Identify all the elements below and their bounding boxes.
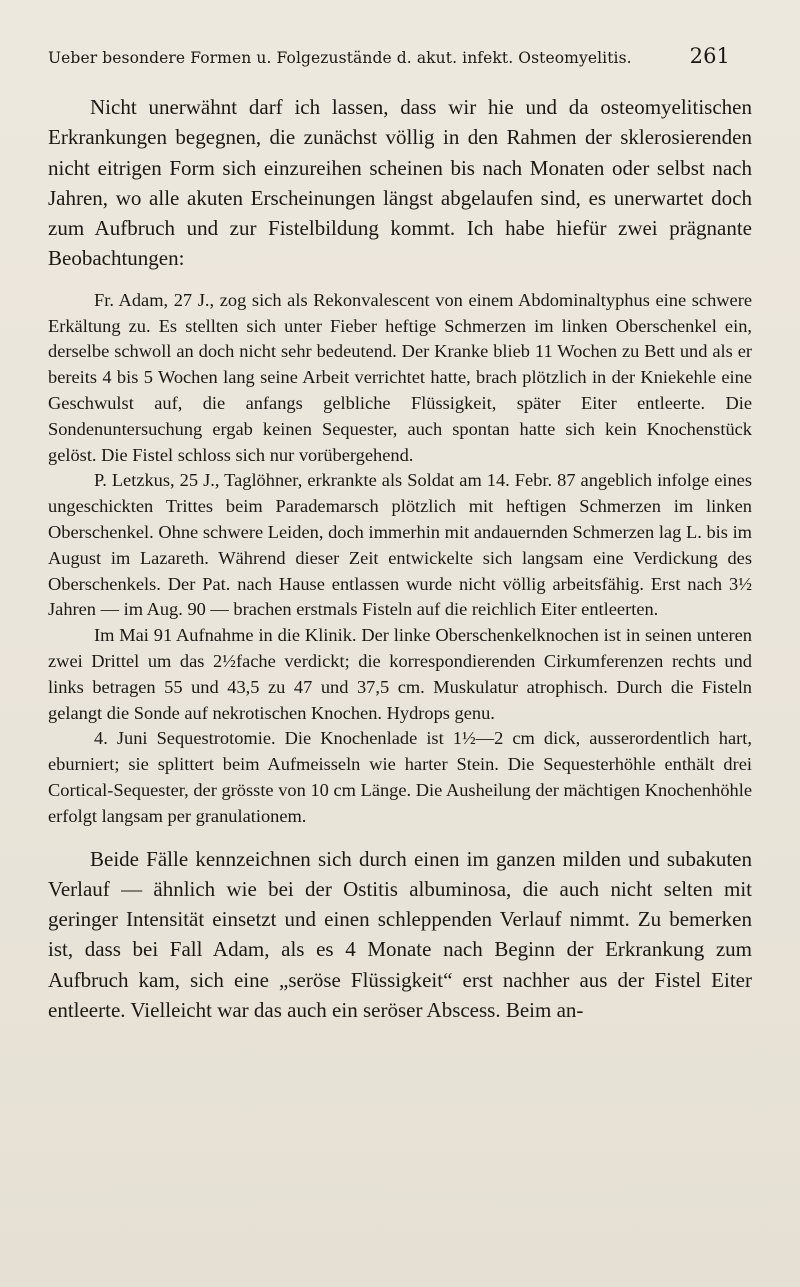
paragraph-discussion: Beide Fälle kennzeichnen sich durch einen im ganzen milden und subakuten Verlauf — ähnlich wie bei der Ostitis albuminosa, die auch nicht selten mit geringer Intensität einsetzt und einen schleppenden Verlauf nimmt. Zu bemerken ist, dass bei Fall Adam, als es 4 Monate nach Beginn der Erkrankung zum Aufbruch kam, sich eine „seröse Flüssigkeit“ erst nachher aus der Fistel Eiter entleerte. Vielleicht war das auch ein seröser Abscess. Beim an- — [48, 846, 752, 1022]
page-body — [48, 92, 752, 1025]
page-number: 261 — [689, 44, 730, 68]
paragraph-case-letzkus-admission: Im Mai 91 Aufnahme in die Klinik. Der linke Oberschenkelknochen ist in seinen unteren zwei Drittel um das 2½fache verdickt; die korrespondierenden Cirkumferenzen rechts und links betragen 55 und 43,5 zu 47 und 37,5 cm. Muskulatur atrophisch. Durch die Fisteln gelangt die Sonde auf nekrotischen Knochen. Hydrops genu. — [48, 625, 752, 723]
paragraph-case-letzkus: P. Letzkus, 25 J., Taglöhner, erkrankte als Soldat am 14. Febr. 87 angeblich infolge eines ungeschickten Trittes beim Parademarsch plötzlich mit heftigen Schmerzen im linken Oberschenkel. Ohne schwere Leiden, doch immerhin mit andauernden Schmerzen lag L. bis im August im Lazareth. Während dieser Zeit entwickelte sich langsam eine Verdickung des Oberschenkels. Der Pat. nach Hause entlassen wurde nicht völlig arbeitsfähig. Erst nach 3½ Jahren — im Aug. 90 — brachen erstmals Fisteln auf die reichlich Eiter entleerten. — [48, 470, 752, 620]
running-title: Ueber besondere Formen u. Folgezustände d. akut. infekt. Osteomyelitis. — [48, 49, 632, 67]
paragraph-case-letzkus-surgery: 4. Juni Sequestrotomie. Die Knochenlade ist 1½—2 cm dick, ausserordentlich hart, eburniert; sie splittert beim Aufmeisseln wie harter Stein. Die Sequesterhöhle enthält drei Cortical-Sequester, der grösste von 10 cm Länge. Die Ausheilung der mächtigen Knochenhöhle erfolgt langsam per granulationem. — [48, 728, 752, 826]
paragraph-intro: Nicht unerwähnt darf ich lassen, dass wir hie und da osteomyelitischen Erkrankungen begegnen, die zunächst völlig in den Rahmen der sklerosierenden nicht eitrigen Form sich einzureihen scheinen bis nach Monaten oder selbst nach Jahren, wo alle akuten Erscheinungen längst abgelaufen sind, es unerwartet doch zum Aufbruch und zur Fistelbildung kommt. Ich habe hiefür zwei prägnante Beobachtungen: — [48, 95, 752, 271]
paragraph-case-adam: Fr. Adam, 27 J., zog sich als Rekonvalescent von einem Abdominaltyphus eine schwere Erkältung zu. Es stellten sich unter Fieber heftige Schmerzen im linken Oberschenkel ein, derselbe schwoll an doch nicht sehr bedeutend. Der Kranke blieb 11 Wochen zu Bett und als er bereits 4 bis 5 Wochen lang seine Arbeit verrichtet hatte, brach plötzlich in der Kniekehle eine Geschwulst auf, die anfangs gelbliche Flüssigkeit, später Eiter entleerte. Die Sondenuntersuchung ergab keinen Sequester, auch spontan hatte sich kein Knochenstück gelöst. Die Fistel schloss sich nur vorübergehend. — [48, 289, 752, 465]
running-header — [48, 44, 752, 78]
